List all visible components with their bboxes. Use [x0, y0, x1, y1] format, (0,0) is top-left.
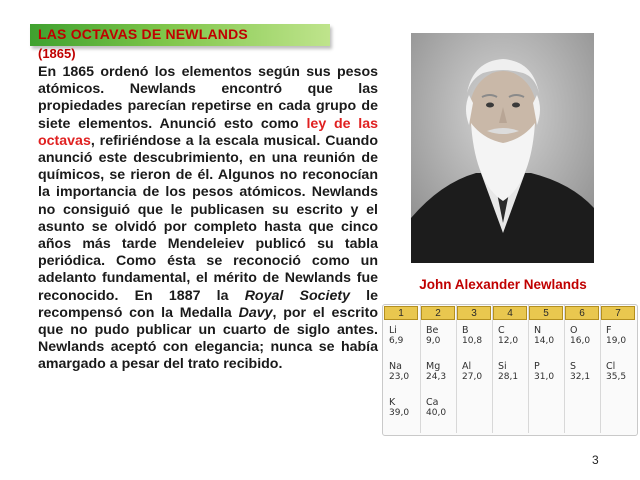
element-c: [498, 325, 518, 347]
element-li: [389, 325, 403, 347]
element-si: [498, 361, 518, 383]
element-n: [534, 325, 554, 347]
octave-table: [382, 304, 638, 436]
body-text-part2: , refiriéndose a la escala musical. Cuando anunció este descubrimiento, en una reunión de químicos, se rieron de él. Algunos no reconocían la importancia de los pesos atómicos. Newlands no consiguió que le publicasen su escrito y el asunto se olvidó por completo hasta que cinco años más tarde Mendeleiev publicó su tabla periódica. Como ésta se reconoció como un adelanto fundamental, el mérito de Newlands fue reconocido. En 1887 la: [38, 132, 378, 304]
element-weight: 32,1: [570, 372, 591, 382]
body-italic-davy: Davy: [238, 304, 273, 321]
element-weight: 19,0: [606, 336, 627, 346]
element-na: [389, 361, 409, 383]
element-weight: 23,0: [389, 372, 410, 382]
body-text-part3: le recompensó con la Medalla: [38, 287, 379, 321]
page-number: 3: [592, 453, 599, 467]
element-symbol: N: [534, 325, 542, 336]
element-weight: 40,0: [426, 408, 447, 418]
element-ca: [426, 397, 446, 419]
element-o: [570, 325, 590, 347]
portrait-caption: John Alexander Newlands: [419, 277, 587, 292]
element-symbol: Al: [462, 361, 472, 372]
body-highlight: ley de las octavas: [38, 115, 379, 149]
element-k: [389, 397, 409, 419]
element-symbol: C: [498, 325, 505, 336]
octave-group-3: [456, 305, 492, 433]
element-symbol: K: [389, 397, 396, 408]
element-weight: 24,3: [426, 372, 447, 382]
element-symbol: Be: [426, 325, 439, 336]
element-weight: 12,0: [498, 336, 519, 346]
element-symbol: F: [606, 325, 612, 336]
portrait-photo: [411, 33, 594, 263]
body-italic-royal-society: Royal Society: [244, 287, 350, 304]
octave-group-number: 2: [421, 306, 455, 320]
element-p: [534, 361, 554, 383]
element-s: [570, 361, 590, 383]
element-weight: 9,0: [426, 336, 441, 346]
element-weight: 27,0: [462, 372, 483, 382]
body-text-part4: , por el escrito que no pudo publicar un cuarto de siglo antes. Newlands aceptó con elegancia; nunca se había amargado a pesar del trato recibido.: [38, 304, 378, 373]
slide-title: LAS OCTAVAS DE NEWLANDS: [38, 26, 248, 42]
element-mg: [426, 361, 446, 383]
element-weight: 16,0: [570, 336, 591, 346]
octave-group-number: 4: [493, 306, 527, 320]
octave-group-number: 3: [457, 306, 491, 320]
element-symbol: Si: [498, 361, 507, 372]
element-weight: 10,8: [462, 336, 483, 346]
element-weight: 14,0: [534, 336, 555, 346]
element-weight: 28,1: [498, 372, 519, 382]
element-weight: 39,0: [389, 408, 410, 418]
body-paragraph: [38, 64, 378, 374]
octave-group-number: 7: [601, 306, 635, 320]
element-f: [606, 325, 626, 347]
element-weight: 31,0: [534, 372, 555, 382]
element-symbol: B: [462, 325, 469, 336]
element-weight: 35,5: [606, 372, 627, 382]
element-symbol: O: [570, 325, 578, 336]
octave-group-1: [384, 305, 419, 433]
octave-group-6: [564, 305, 600, 433]
element-b: [462, 325, 482, 347]
element-symbol: S: [570, 361, 577, 372]
element-cl: [606, 361, 626, 383]
element-symbol: Na: [389, 361, 402, 372]
octave-group-number: 1: [384, 306, 418, 320]
element-weight: 6,9: [389, 336, 404, 346]
element-al: [462, 361, 482, 383]
octave-group-2: [420, 305, 456, 433]
element-symbol: Cl: [606, 361, 616, 372]
body-text-part1: En 1865 ordenó los elementos según sus pesos atómicos. Newlands encontró que las propiedades parecían repetirse en cada grupo de siete elementos. Anunció esto como: [38, 64, 378, 132]
octave-group-number: 6: [565, 306, 599, 320]
slide-year: (1865): [38, 46, 76, 61]
octave-group-5: [528, 305, 564, 433]
element-symbol: Ca: [426, 397, 439, 408]
octave-group-4: [492, 305, 528, 433]
element-symbol: Li: [389, 325, 397, 336]
octave-group-7: [600, 305, 636, 433]
element-be: [426, 325, 440, 347]
octave-group-number: 5: [529, 306, 563, 320]
portrait-illustration: [411, 33, 594, 263]
element-symbol: P: [534, 361, 540, 372]
element-symbol: Mg: [426, 361, 441, 372]
